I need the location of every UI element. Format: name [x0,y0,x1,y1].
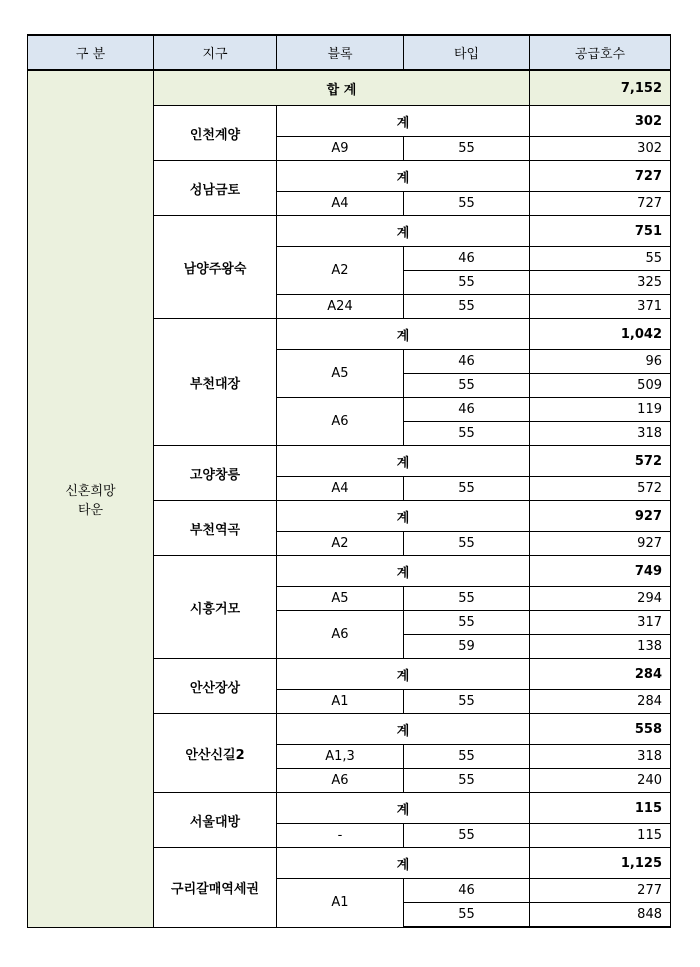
district-total: 1,042 [530,319,671,350]
block-cell: A5 [277,587,404,611]
district-name: 부천역곡 [154,501,277,556]
subtotal-label: 계 [277,446,530,477]
type-cell: 55 [404,374,530,398]
block-cell: - [277,824,404,848]
category-label-line1: 신혼희망 [65,483,116,499]
district-name: 인천계양 [154,106,277,161]
table-body [28,70,671,927]
district-total: 115 [530,793,671,824]
subtotal-label: 계 [277,216,530,247]
count-cell: 325 [530,271,671,295]
type-cell: 46 [404,398,530,422]
block-cell: A24 [277,295,404,319]
district-total: 558 [530,714,671,745]
subtotal-label: 계 [277,106,530,137]
header-row [28,35,671,70]
block-cell: A5 [277,350,404,398]
subtotal-label: 계 [277,793,530,824]
type-cell: 55 [404,137,530,161]
district-total: 1,125 [530,848,671,879]
district-total: 751 [530,216,671,247]
block-cell: A2 [277,532,404,556]
district-total: 749 [530,556,671,587]
district-total: 927 [530,501,671,532]
type-cell: 55 [404,587,530,611]
count-cell: 96 [530,350,671,374]
block-cell: A4 [277,477,404,501]
header-category: 구 분 [28,35,154,70]
type-cell: 55 [404,769,530,793]
district-name: 안산신길2 [154,714,277,793]
subtotal-label: 계 [277,501,530,532]
type-cell: 46 [404,879,530,903]
type-cell: 55 [404,295,530,319]
block-cell: A1 [277,690,404,714]
block-cell: A6 [277,769,404,793]
count-cell: 318 [530,422,671,446]
type-cell: 55 [404,271,530,295]
count-cell: 240 [530,769,671,793]
type-cell: 55 [404,824,530,848]
block-cell: A1,3 [277,745,404,769]
type-cell: 59 [404,635,530,659]
category-label-line2: 타운 [77,502,104,518]
count-cell: 371 [530,295,671,319]
subtotal-label: 계 [277,659,530,690]
type-cell: 55 [404,903,530,928]
district-name: 구리갈매역세권 [154,848,277,928]
count-cell: 115 [530,824,671,848]
type-cell: 55 [404,192,530,216]
district-name: 서울대방 [154,793,277,848]
block-cell: A2 [277,247,404,295]
block-cell: A9 [277,137,404,161]
count-cell: 848 [530,903,671,928]
category-cell [28,70,154,927]
type-cell: 55 [404,532,530,556]
header-supply: 공급호수 [530,35,671,70]
block-cell: A1 [277,879,404,928]
type-cell: 46 [404,350,530,374]
grand-total-row [28,70,671,106]
grand-total-value: 7,152 [530,70,671,106]
type-cell: 55 [404,690,530,714]
district-total: 572 [530,446,671,477]
header-block: 블록 [277,35,404,70]
count-cell: 55 [530,247,671,271]
block-cell: A6 [277,398,404,446]
district-total: 302 [530,106,671,137]
subtotal-label: 계 [277,848,530,879]
count-cell: 294 [530,587,671,611]
district-total: 284 [530,659,671,690]
district-name: 부천대장 [154,319,277,446]
count-cell: 509 [530,374,671,398]
count-cell: 284 [530,690,671,714]
district-name: 안산장상 [154,659,277,714]
header-type: 타입 [404,35,530,70]
type-cell: 55 [404,422,530,446]
count-cell: 302 [530,137,671,161]
district-name: 성남금토 [154,161,277,216]
subtotal-label: 계 [277,161,530,192]
count-cell: 927 [530,532,671,556]
district-name: 시흥거모 [154,556,277,659]
block-cell: A6 [277,611,404,659]
count-cell: 318 [530,745,671,769]
district-name: 남양주왕숙 [154,216,277,319]
count-cell: 119 [530,398,671,422]
type-cell: 46 [404,247,530,271]
count-cell: 138 [530,635,671,659]
type-cell: 55 [404,611,530,635]
subtotal-label: 계 [277,714,530,745]
count-cell: 727 [530,192,671,216]
supply-table [27,34,671,928]
block-cell: A4 [277,192,404,216]
subtotal-label: 계 [277,319,530,350]
district-name: 고양창릉 [154,446,277,501]
count-cell: 277 [530,879,671,903]
count-cell: 317 [530,611,671,635]
type-cell: 55 [404,477,530,501]
count-cell: 572 [530,477,671,501]
type-cell: 55 [404,745,530,769]
header-district: 지구 [154,35,277,70]
subtotal-label: 계 [277,556,530,587]
grand-total-label: 합 계 [154,70,530,106]
district-total: 727 [530,161,671,192]
